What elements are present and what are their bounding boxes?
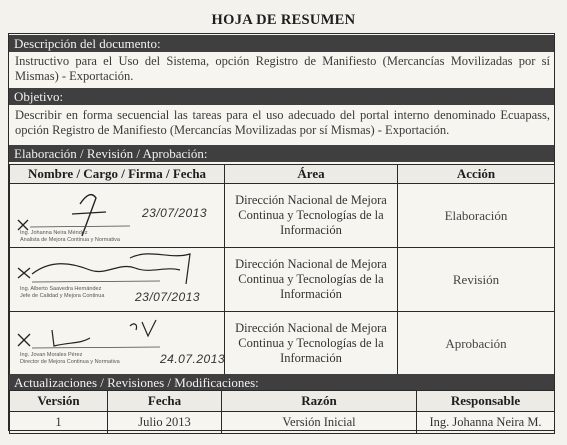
objetivo-heading: Objetivo: (9, 88, 554, 105)
signature-date: 23/07/2013 (135, 290, 201, 304)
signer-name: Ing. Jovan Morales Pérez (20, 352, 83, 358)
column-header: Área (225, 165, 398, 184)
column-header: Razón (222, 391, 417, 412)
descripcion-text: Instructivo para el Uso del Sistema, opción Registro de Manifiesto (Mercancías Movilizadas por sí Mismas) - Exportación. (15, 54, 550, 83)
descripcion-heading: Descripción del documento: (9, 35, 554, 52)
area-cell: Dirección Nacional de Mejora Continua y Tecnologías de la Información (225, 312, 398, 376)
area-cell: Dirección Nacional de Mejora Continua y Tecnologías de la Información (225, 248, 398, 312)
action-cell: Elaboración (398, 184, 555, 248)
signer-name: Ing. Johanna Neira Méndez (20, 230, 88, 236)
signature-image (10, 312, 225, 376)
area-cell: Dirección Nacional de Mejora Continua y Tecnologías de la Información (225, 184, 398, 248)
signature-date: 24.07.2013 (160, 352, 226, 366)
approval-row (10, 248, 555, 312)
signer-name: Ing. Alberto Saavedra Hernández (20, 286, 102, 292)
approval-row (10, 312, 555, 376)
signer-role: Jefe de Calidad y Mejora Continua (20, 293, 105, 299)
column-header: Nombre / Cargo / Firma / Fecha (10, 165, 225, 184)
action-cell: Revisión (398, 248, 555, 312)
approval-header-row (10, 165, 555, 184)
signature-cell (10, 248, 225, 312)
signature-cell (10, 184, 225, 248)
approval-table (9, 164, 555, 376)
version-cell: 1 (10, 412, 108, 434)
updates-header-row (10, 391, 555, 412)
signer-role: Director de Mejora Continua y Normativa (20, 359, 120, 365)
signature-cell (10, 312, 225, 376)
page-title: HOJA DE RESUMEN (211, 12, 356, 28)
objetivo-text: Describir en forma secuencial las tareas para el uso adecuado del portal interno denominado Ecuapass, opción Registro de Manifiesto (Mercancías Movilizadas por sí Mismas) - Exportación. (15, 108, 550, 137)
column-header: Acción (398, 165, 555, 184)
table-row (10, 412, 555, 434)
actualizaciones-heading: Actualizaciones / Revisiones / Modificaciones: (9, 374, 554, 391)
fecha-cell: Julio 2013 (108, 412, 222, 434)
action-cell: Aprobación (398, 312, 555, 376)
updates-table (9, 390, 555, 434)
approval-row (10, 184, 555, 248)
razon-cell: Versión Inicial (222, 412, 417, 434)
responsable-cell: Ing. Johanna Neira M. (417, 412, 555, 434)
elaboracion-heading: Elaboración / Revisión / Aprobación: (9, 145, 554, 162)
signer-role: Analista de Mejora Continua y Normativa (20, 237, 120, 243)
signature-date: 23/07/2013 (142, 206, 208, 220)
column-header: Fecha (108, 391, 222, 412)
column-header: Responsable (417, 391, 555, 412)
column-header: Versión (10, 391, 108, 412)
